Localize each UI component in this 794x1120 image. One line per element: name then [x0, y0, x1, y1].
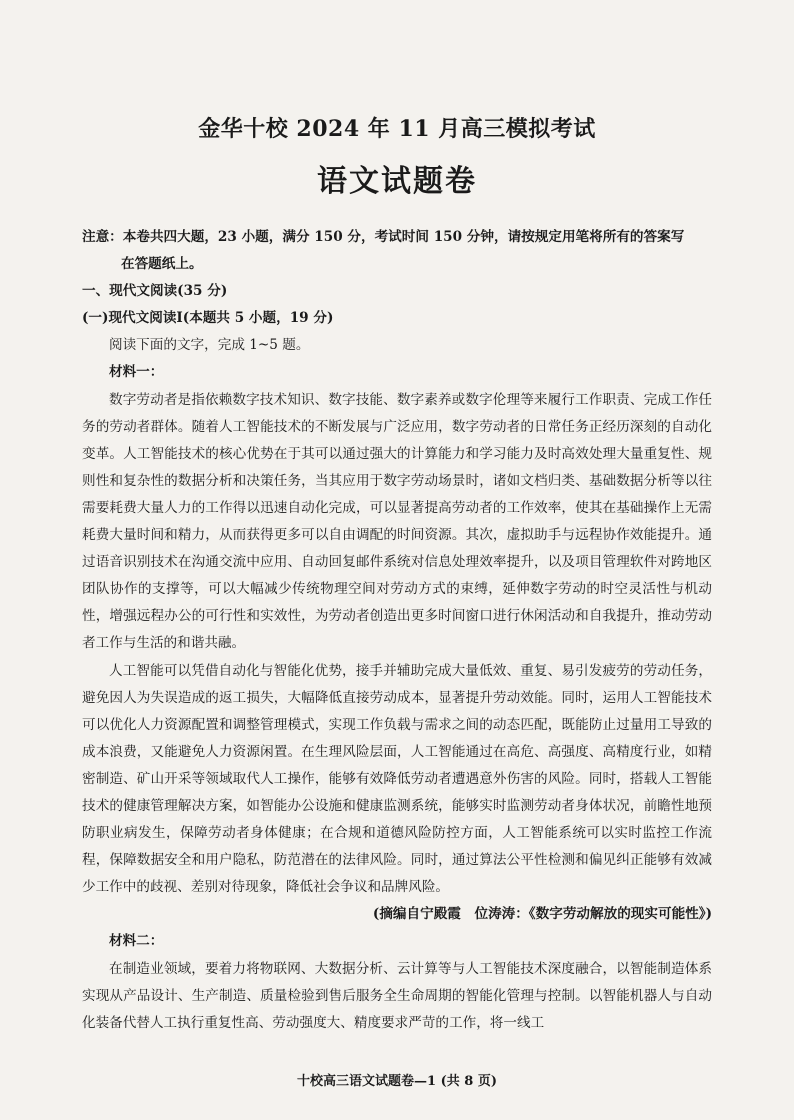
page-footer: 十校高三语文试题卷—1 (共 8 页): [297, 1074, 497, 1089]
material-1-paragraph-1: 数字劳动者是指依赖数字技术知识、数字技能、数字素养或数字伦理等来履行工作职责、完成工作任务的劳动者群体。随着人工智能技术的不断发展与广泛应用，数字劳动者的日常任务正经历深刻的自动化变革。人工智能技术的核心优势在于其可以通过强大的计算能力和学习能力及时高效处理大量重复性、规则性和复杂性的数据分析和决策任务，当其应用于数字劳动场景时，诸如文档归类、基础数据分析等以往需要耗费大量人力的工作得以迅速自动化完成，可以显著提高劳动者的工作效率，使其在基础操作上无需耗费大量时间和精力，从而获得更多可以自由调配的时间资源。其次，虚拟助手与远程协作效能提升。通过语音识别技术在沟通交流中应用、自动回复邮件系统对信息处理效率提升，以及项目管理软件对跨地区团队协作的支撑等，可以大幅减少传统物理空间对劳动方式的束缚，延伸数字劳动的时空灵活性与机动性，增强远程办公的可行性和实效性，为劳动者创造出更多时间窗口进行休闲活动和自我提升，推动劳动者工作与生活的和谐共融。: [82, 391, 712, 652]
notice-line-2: 在答题纸上。: [121, 256, 203, 273]
material-2-paragraph-1: 在制造业领域，要着力将物联网、大数据分析、云计算等与人工智能技术深度融合，以智能制造体系实现从产品设计、生产制造、质量检验到售后服务全生命周期的智能化管理与控制。以智能机器人与自动化装备代替人工执行重复性高、劳动强度大、精度要求严苛的工作，将一线工: [82, 960, 712, 1031]
material-2-label: 材料二：: [109, 933, 164, 950]
material-1-source: (摘编自宁殿霞 位涛涛：《数字劳动解放的现实可能性》): [372, 906, 712, 923]
exam-title: 金华十校 2024 年 11 月高三模拟考试: [198, 116, 596, 142]
material-1-label: 材料一：: [109, 364, 164, 381]
exam-body: [82, 224, 712, 1037]
reading-instruction: 阅读下面的文字，完成 1~5 题。: [109, 337, 310, 354]
notice-line-1: 注意：本卷共四大题，23 小题，满分 150 分，考试时间 150 分钟，请按规定用笔将所有的答案写: [82, 229, 685, 245]
exam-subtitle: 语文试题卷: [317, 164, 477, 199]
subsection-heading: (一)现代文阅读Ⅰ(本题共 5 小题，19 分): [82, 310, 334, 327]
material-1-paragraph-2: 人工智能可以凭借自动化与智能化优势，接手并辅助完成大量低效、重复、易引发疲劳的劳动任务，避免因人为失误造成的返工损失，大幅降低直接劳动成本，显著提升劳动效能。同时，运用人工智能技术可以优化人力资源配置和调整管理模式，实现工作负载与需求之间的动态匹配，既能防止过量用工导致的成本浪费，又能避免人力资源闲置。在生理风险层面，人工智能通过在高危、高强度、高精度行业，如精密制造、矿山开采等领域取代人工操作，能够有效降低劳动者遭遇意外伤害的风险。同时，搭载人工智能技术的健康管理解决方案，如智能办公设施和健康监测系统，能够实时监测劳动者身体状况，前瞻性地预防职业病发生，保障劳动者身体健康；在合规和道德风险防控方面，人工智能系统可以实时监控工作流程，保障数据安全和用户隐私，防范潜在的法律风险。同时，通过算法公平性检测和偏见纠正能够有效减少工作中的歧视、差别对待现象，降低社会争议和品牌风险。: [82, 662, 712, 896]
section-heading: 一、现代文阅读(35 分): [82, 283, 228, 300]
